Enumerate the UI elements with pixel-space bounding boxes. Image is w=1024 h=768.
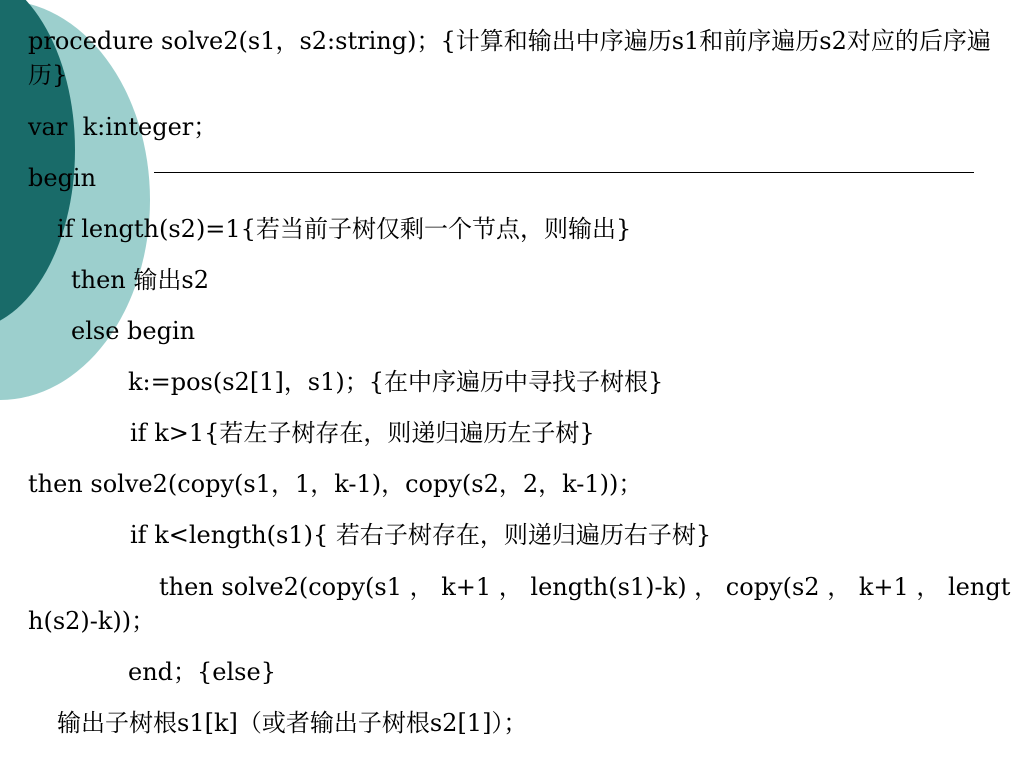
- code-line-solve-left: then solve2(copy(s1，1，k-1)，copy(s2，2，k-1))；: [28, 470, 643, 498]
- code-line-procedure: procedure solve2(s1，s2:string)；{计算和输出中序遍历s1和前序遍历s2对应的后序遍历}: [28, 27, 991, 89]
- code-line-else-begin: else begin: [71, 317, 196, 345]
- code-line-pos: k:=pos(s2[1]，s1)；{在中序遍历中寻找子树根}: [128, 368, 664, 396]
- code-line-end-else: end；{else}: [128, 658, 276, 686]
- code-line-output-root: 输出子树根s1[k]（或者输出子树根s2[1]）；: [57, 709, 528, 737]
- code-line-then-output: then 输出s2: [71, 266, 209, 294]
- code-line-if-right: if k<length(s1){ 若右子树存在，则递归遍历右子树}: [130, 521, 712, 549]
- code-line-solve-right: then solve2(copy(s1 ， k+1 ， length(s1)-k) ， copy(s2 ， k+1 ， length(s2)-k))；: [28, 573, 1011, 635]
- code-line-if-length: if length(s2)=1{若当前子树仅剩一个节点，则输出}: [57, 215, 632, 243]
- code-line-if-left: if k>1{若左子树存在，则递归遍历左子树}: [130, 419, 595, 447]
- code-line-begin: begin: [28, 164, 97, 192]
- blank-underline: [154, 172, 974, 173]
- code-line-var: var k:integer；: [28, 113, 218, 141]
